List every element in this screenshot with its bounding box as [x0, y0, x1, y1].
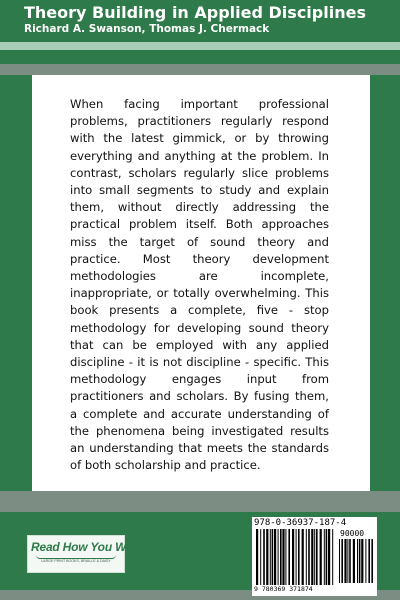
isbn-barcode — [252, 517, 377, 596]
barcode-bars-icon — [256, 529, 336, 585]
isbn-number: 978-0-36937-187-4 — [254, 518, 347, 528]
publisher-logo — [27, 535, 144, 573]
light-green-stripe — [0, 42, 400, 50]
publisher-logo-tagline: LARGE PRINT BOOKS, BRAILLE & DAISY — [41, 559, 111, 563]
publisher-logo-name: Read How You Want — [31, 540, 144, 554]
book-title: Theory Building in Applied Disciplines — [24, 3, 366, 22]
gray-stripe — [0, 64, 400, 75]
book-blurb: When facing important professional problems, practitioners regularly respond with the latest gimmick, or by throwing everything and anything at the problem. In contrast, scholars regularly slice problems into small segments to study and explain them, without directly addressing the practical problem itself. Both approaches miss the target of sound theory and practice. Most theory development methodologies are incomplete, inappropriate, or totally overwhelming. This book presents a complete, five - stop methodology for developing sound theory that can be employed with any applied discipline - it is not discipline - specific. This methodology engages input from practitioners and scholars. By fusing them, a complete and accurate understanding of the phenomena being investigated results an understanding that meets the standards of both scholarship and practice. — [70, 97, 329, 473]
barcode-addon-bars-icon — [339, 539, 373, 583]
cover-header — [0, 0, 400, 42]
book-authors: Richard A. Swanson, Thomas J. Chermack — [24, 23, 270, 35]
lower-gray-stripe — [0, 491, 400, 512]
barcode-digits: 9 780369 371874 — [254, 585, 313, 593]
barcode-price-code: 90000 — [340, 529, 365, 538]
green-stripe — [0, 50, 400, 64]
